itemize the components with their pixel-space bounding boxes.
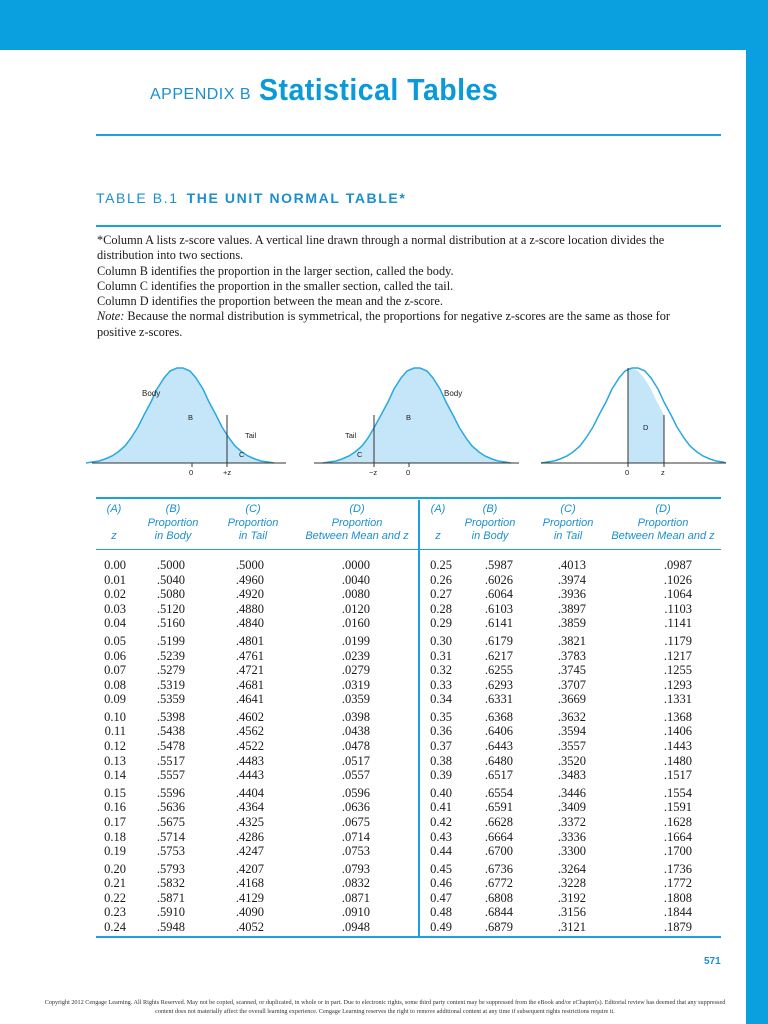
tail-cell: .4052 (235, 920, 264, 934)
z-tick-label: +z (223, 468, 232, 477)
z-cell: 0.27 (430, 587, 452, 602)
z-cell: 0.39 (430, 768, 452, 783)
mean-to-z-cell: .0517 (341, 753, 370, 768)
body-cell: .5160 (156, 616, 185, 631)
col-a-label: (A) (430, 503, 446, 515)
z-cell: 0.36 (430, 724, 452, 739)
body-cell: .6736 (484, 861, 513, 876)
tail-cell: .4168 (235, 876, 264, 891)
tail-cell: .3557 (557, 739, 586, 753)
z-cell: 0.05 (104, 633, 126, 648)
z-cell: 0.19 (104, 844, 126, 859)
body-cell: .5398 (156, 709, 185, 724)
tail-cell: .4840 (235, 616, 264, 631)
body-cell: .5557 (156, 768, 185, 783)
tail-cell: .4681 (235, 677, 264, 692)
col-c-label: (C) (245, 503, 261, 515)
mean-to-z-cell: .1103 (664, 601, 692, 616)
z-cell: 0.13 (104, 753, 126, 768)
tail-cell: .3632 (557, 709, 586, 724)
tail-cell: .4325 (235, 814, 264, 829)
body-cell: .5793 (156, 861, 185, 876)
mean-to-z-cell: .0910 (341, 905, 370, 920)
table-label-rule (96, 225, 721, 227)
col-a-symbol: z (111, 530, 117, 542)
z-cell: 0.25 (430, 558, 452, 572)
mean-to-z-cell: .0279 (341, 663, 370, 678)
zero-tick-label: 0 (625, 468, 630, 477)
d-label: D (643, 423, 649, 432)
footnote-line: *Column A lists z-score values. A vertical line drawn through a normal distribution at a z-score location divides the distribution into two sections. (97, 233, 665, 263)
mean-to-z-cell: .1517 (663, 768, 692, 783)
z-cell: 0.45 (430, 861, 452, 876)
tail-cell: .5000 (235, 558, 264, 572)
body-cell: .5319 (156, 677, 185, 692)
diagram-tail-body (314, 368, 519, 477)
mean-to-z-cell: .1480 (663, 753, 692, 768)
footnote-line: Column B identifies the proportion in the larger section, called the body. (97, 263, 454, 278)
col-b-subtitle: in Body (471, 530, 509, 542)
mean-to-z-cell: .0871 (341, 890, 370, 905)
mean-to-z-cell: .1700 (663, 844, 692, 859)
mean-to-z-cell: .0000 (341, 558, 370, 572)
tail-cell: .3264 (557, 861, 586, 876)
tail-cell: .3156 (557, 905, 586, 920)
tail-cell: .4286 (235, 829, 264, 844)
body-cell: .6772 (484, 876, 513, 891)
mean-to-z-cell: .1443 (663, 739, 692, 753)
tail-cell: .3821 (557, 633, 586, 648)
z-cell: 0.48 (430, 905, 452, 920)
col-c-header-right (532, 503, 604, 544)
z-cell: 0.20 (104, 861, 126, 876)
c-label: C (357, 450, 363, 459)
body-cell: .5753 (156, 844, 185, 859)
z-cell: 0.40 (430, 785, 452, 800)
body-shading (374, 368, 511, 463)
z-cell: 0.33 (430, 677, 452, 692)
tail-cell: .4483 (235, 753, 264, 768)
neg-z-tick-label: −z (369, 468, 378, 477)
mean-to-z-cell: .1217 (663, 648, 692, 663)
col-d-label: (D) (349, 503, 365, 515)
tail-cell: .4960 (235, 572, 264, 587)
mean-to-z-cell: .1331 (663, 692, 692, 707)
z-cell: 0.29 (430, 616, 452, 631)
z-cell: 0.01 (104, 572, 126, 587)
z-cell: 0.02 (104, 587, 126, 602)
body-cell: .6255 (484, 663, 513, 678)
header-rule (96, 549, 721, 550)
mean-to-z-cell: .1591 (663, 800, 692, 815)
tail-cell: .3707 (557, 677, 586, 692)
tail-cell: .4404 (235, 785, 264, 800)
body-cell: .5359 (156, 692, 185, 707)
mean-to-z-cell: .1179 (664, 633, 692, 648)
mean-to-z-cell: .1026 (663, 572, 692, 587)
mean-to-z-cell: .1664 (663, 829, 692, 844)
col-d-subtitle: Between Mean and z (611, 530, 715, 542)
col-b-title: Proportion (147, 516, 199, 529)
col-b-title: Proportion (464, 516, 516, 529)
z-cell: 0.49 (430, 920, 452, 934)
body-cell: .6664 (484, 829, 513, 844)
mean-to-z-cell: .1406 (663, 724, 692, 739)
mean-to-z-cell: .1628 (663, 814, 692, 829)
body-cell: .5832 (156, 876, 185, 891)
body-cell: .6331 (484, 692, 513, 707)
mean-to-z-cell: .0478 (341, 739, 370, 753)
footnote-note (97, 309, 702, 340)
body-cell: .5871 (156, 890, 185, 905)
col-d-header-right (604, 503, 722, 544)
body-cell: .6179 (484, 633, 513, 648)
col-b-label: (B) (482, 503, 498, 515)
tail-cell: .3409 (557, 800, 586, 815)
body-cell: .5636 (156, 800, 185, 815)
mean-to-z-cell: .0714 (341, 829, 370, 844)
body-cell: .6026 (484, 572, 513, 587)
body-cell: .6554 (484, 785, 513, 800)
tail-cell: .3936 (557, 587, 586, 602)
tail-cell: .4562 (235, 724, 264, 739)
z-cell: 0.22 (104, 890, 126, 905)
tail-cell: .3669 (557, 692, 586, 707)
mean-to-z-cell: .0438 (341, 724, 370, 739)
d-shading (628, 368, 664, 463)
tail-cell: .4641 (235, 692, 264, 707)
tail-cell: .4247 (235, 844, 264, 859)
mean-to-z-cell: .1554 (663, 785, 692, 800)
z-cell: 0.26 (430, 572, 452, 587)
z-cell: 0.04 (104, 616, 126, 631)
mean-to-z-cell: .0319 (341, 677, 370, 692)
mean-to-z-cell: .0239 (341, 648, 370, 663)
z-cell: 0.16 (104, 800, 126, 815)
mean-to-z-cell: .1844 (663, 905, 692, 920)
tail-cell: .4364 (235, 800, 264, 815)
body-cell: .6103 (484, 601, 513, 616)
tail-cell: .3300 (557, 844, 586, 859)
table-divider (418, 500, 420, 937)
body-cell: .5438 (156, 724, 185, 739)
col-d-header (298, 503, 416, 544)
mean-to-z-cell: .1736 (663, 861, 692, 876)
table-bottom-rule (96, 936, 721, 938)
mean-to-z-cell: .0832 (341, 876, 370, 891)
body-cell: .6628 (484, 814, 513, 829)
z-cell: 0.28 (430, 601, 452, 616)
mean-to-z-cell: .0753 (341, 844, 370, 859)
tail-label: Tail (345, 431, 357, 440)
side-color-bar (746, 50, 768, 1024)
z-cell: 0.32 (430, 663, 452, 678)
mean-to-z-cell: .0948 (341, 920, 370, 934)
body-label: Body (142, 389, 161, 398)
tail-cell: .4090 (235, 905, 264, 920)
body-cell: .6844 (484, 905, 513, 920)
tail-cell: .3594 (557, 724, 586, 739)
mean-to-z-cell: .1293 (663, 677, 692, 692)
mean-to-z-cell: .0398 (341, 709, 370, 724)
tail-cell: .3121 (557, 920, 586, 934)
tail-cell: .4880 (235, 601, 264, 616)
note-label: Note: (97, 309, 125, 324)
body-label: Body (444, 389, 463, 398)
mean-to-z-cell: .0040 (341, 572, 370, 587)
col-d-title: Proportion (637, 516, 689, 529)
mean-to-z-cell: .0160 (341, 616, 370, 631)
mean-to-z-cell: .0793 (341, 861, 370, 876)
z-cell: 0.46 (430, 876, 452, 891)
tail-cell: .4129 (235, 890, 264, 905)
col-c-title: Proportion (227, 516, 279, 529)
mean-to-z-cell: .1141 (664, 616, 692, 631)
tail-cell: .4602 (235, 709, 264, 724)
body-cell: .6293 (484, 677, 513, 692)
body-cell: .5714 (156, 829, 185, 844)
body-cell: .6141 (484, 616, 513, 631)
mean-to-z-cell: .1772 (663, 876, 692, 891)
body-cell: .5478 (156, 739, 185, 753)
body-cell: .6879 (484, 920, 513, 934)
body-cell: .6064 (484, 587, 513, 602)
body-cell: .6406 (484, 724, 513, 739)
z-cell: 0.10 (104, 709, 126, 724)
z-cell: 0.17 (104, 814, 126, 829)
note-text: Because the normal distribution is symmetrical, the proportions for negative z-scores are the same as those for positive z-scores. (97, 309, 671, 339)
z-cell: 0.11 (104, 724, 126, 739)
mean-to-z-cell: .0080 (341, 587, 370, 602)
zero-tick-label: 0 (189, 468, 194, 477)
col-a-label: (A) (106, 503, 122, 515)
z-cell: 0.07 (104, 663, 126, 678)
body-cell: .6808 (484, 890, 513, 905)
body-cell: .6217 (484, 648, 513, 663)
body-cell: .6443 (484, 739, 513, 753)
b-label: B (188, 413, 194, 422)
diagram-body-tail (86, 368, 286, 477)
diagram-mean-to-z (541, 368, 726, 477)
title-rule (96, 134, 721, 136)
tail-cell: .3745 (557, 663, 586, 678)
col-c-label: (C) (560, 503, 576, 515)
table-name: THE UNIT NORMAL TABLE* (186, 190, 407, 206)
tail-cell: .3228 (557, 876, 586, 891)
body-shading (86, 368, 227, 463)
z-cell: 0.43 (430, 829, 452, 844)
body-cell: .5279 (156, 663, 185, 678)
col-c-subtitle: in Tail (553, 530, 583, 542)
z-cell: 0.06 (104, 648, 126, 663)
tail-cell: .3446 (557, 785, 586, 800)
z-cell: 0.30 (430, 633, 452, 648)
col-b-subtitle: in Body (154, 530, 192, 542)
mean-to-z-cell: .1368 (663, 709, 692, 724)
z-cell: 0.23 (104, 905, 126, 920)
tail-cell: .4522 (235, 739, 264, 753)
tail-label: Tail (245, 431, 257, 440)
col-b-header-right (454, 503, 526, 544)
mean-to-z-cell: .0636 (341, 800, 370, 815)
mean-to-z-cell: .1808 (663, 890, 692, 905)
z-tick-label: z (661, 468, 665, 477)
col-b-label: (B) (165, 503, 181, 515)
body-cell: .5910 (156, 905, 185, 920)
appendix-label: APPENDIX B (150, 86, 252, 103)
z-cell: 0.35 (430, 709, 452, 724)
body-cell: .6368 (484, 709, 513, 724)
col-a-header (96, 503, 132, 544)
tail-cell: .3897 (557, 601, 586, 616)
body-cell: .6517 (484, 768, 513, 783)
col-d-label: (D) (655, 503, 671, 515)
tail-cell: .3372 (557, 814, 586, 829)
col-c-header (217, 503, 289, 544)
tail-cell: .4801 (235, 633, 264, 648)
body-cell: .6480 (484, 753, 513, 768)
footnote (97, 233, 702, 340)
z-cell: 0.18 (104, 829, 126, 844)
body-cell: .5987 (484, 558, 513, 572)
mean-to-z-cell: .0675 (341, 814, 370, 829)
tail-cell: .3483 (557, 768, 586, 783)
mean-to-z-cell: .0557 (341, 768, 370, 783)
copyright-notice: Copyright 2012 Cengage Learning. All Rights Reserved. May not be copied, scanned, or duplicated, in whole or in part. Due to electronic rights, some third party content may be suppressed from the eBook and/or eChapter(s). Editorial review has deemed that any suppressed content does not materially affect the overall learning experience. Cengage Learning reserves the right to remove additional content at any time if subsequent rights restrictions require it. (44, 999, 726, 1015)
col-d-subtitle: Between Mean and z (305, 530, 409, 542)
col-d-title: Proportion (331, 516, 383, 529)
mean-to-z-cell: .0120 (341, 601, 370, 616)
z-cell: 0.24 (104, 920, 126, 934)
body-cell: .5120 (156, 601, 185, 616)
body-cell: .5040 (156, 572, 185, 587)
body-cell: .5199 (156, 633, 185, 648)
tail-cell: .4207 (235, 861, 264, 876)
col-a-symbol: z (435, 530, 441, 542)
page-title: Statistical Tables (259, 72, 499, 107)
tail-cell: .3336 (557, 829, 586, 844)
body-cell: .5517 (156, 753, 185, 768)
tail-cell: .4761 (235, 648, 264, 663)
tail-cell: .3859 (557, 616, 586, 631)
body-cell: .6700 (484, 844, 513, 859)
page-number: 571 (704, 956, 721, 967)
mean-to-z-cell: .1255 (663, 663, 692, 678)
z-cell: 0.38 (430, 753, 452, 768)
z-cell: 0.37 (430, 739, 452, 753)
z-cell: 0.14 (104, 768, 126, 783)
body-cell: .5080 (156, 587, 185, 602)
body-cell: .5000 (156, 558, 185, 572)
col-c-title: Proportion (542, 516, 594, 529)
body-cell: .5675 (156, 814, 185, 829)
z-cell: 0.42 (430, 814, 452, 829)
col-b-header (137, 503, 209, 544)
tail-cell: .3192 (557, 890, 586, 905)
body-cell: .6591 (484, 800, 513, 815)
z-cell: 0.09 (104, 692, 126, 707)
footnote-line: Column C identifies the proportion in the smaller section, called the tail. (97, 278, 454, 293)
mean-to-z-cell: .1879 (663, 920, 692, 934)
col-c-subtitle: in Tail (238, 530, 268, 542)
table-top-rule (96, 497, 721, 499)
z-cell: 0.00 (104, 558, 126, 572)
normal-distribution-diagrams (86, 360, 726, 482)
tail-cell: .3783 (557, 648, 586, 663)
mean-to-z-cell: .0199 (341, 633, 370, 648)
tail-shading (227, 436, 274, 463)
tail-cell: .3974 (557, 572, 586, 587)
z-cell: 0.12 (104, 739, 126, 753)
z-cell: 0.31 (430, 648, 452, 663)
body-cell: .5948 (156, 920, 185, 934)
mean-to-z-cell: .0359 (341, 692, 370, 707)
z-cell: 0.08 (104, 677, 126, 692)
top-color-bar (0, 0, 768, 50)
tail-cell: .4443 (235, 768, 264, 783)
footnote-line: Column D identifies the proportion between the mean and the z-score. (97, 294, 443, 309)
body-cell: .5596 (156, 785, 185, 800)
z-cell: 0.34 (430, 692, 452, 707)
z-cell: 0.41 (430, 800, 452, 815)
b-label: B (406, 413, 412, 422)
mean-to-z-cell: .0596 (341, 785, 370, 800)
z-cell: 0.03 (104, 601, 126, 616)
table-label (96, 190, 406, 206)
c-label: C (239, 450, 245, 459)
z-cell: 0.44 (430, 844, 452, 859)
tail-cell: .3520 (557, 753, 586, 768)
body-cell: .5239 (156, 648, 185, 663)
z-cell: 0.15 (104, 785, 126, 800)
table-number: TABLE B.1 (96, 190, 179, 206)
z-cell: 0.47 (430, 890, 452, 905)
mean-to-z-cell: .0987 (663, 558, 692, 572)
col-a-header-right (421, 503, 455, 544)
tail-cell: .4920 (235, 587, 264, 602)
mean-to-z-cell: .1064 (663, 587, 692, 602)
zero-tick-label: 0 (406, 468, 411, 477)
tail-cell: .4013 (557, 558, 586, 572)
z-cell: 0.21 (104, 876, 126, 891)
tail-cell: .4721 (235, 663, 264, 678)
